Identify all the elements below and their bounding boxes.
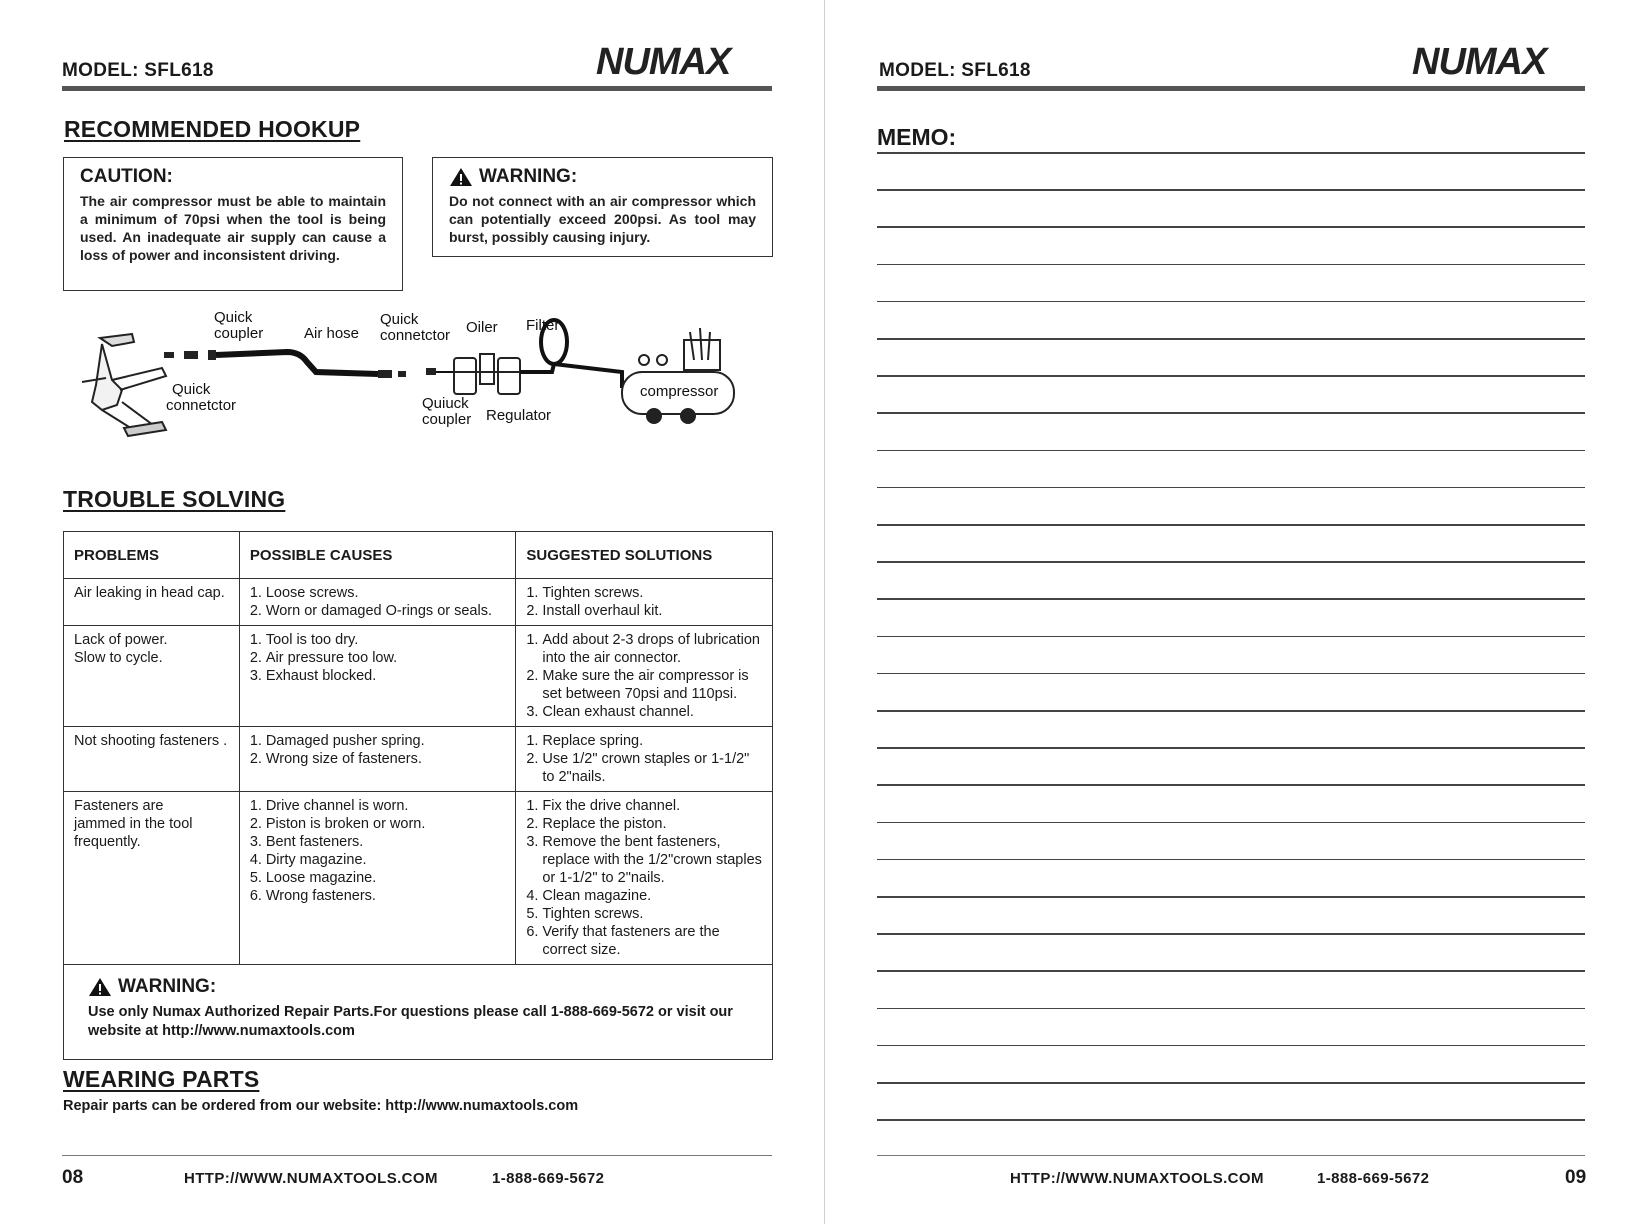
list-item-text: Air pressure too low. xyxy=(265,650,398,666)
list-item-number: 4. xyxy=(249,852,262,868)
repair-warning-cell xyxy=(64,965,773,1060)
page-number: 08 xyxy=(62,1167,84,1188)
trouble-table xyxy=(63,531,773,1060)
list-item-text: Tighten screws. xyxy=(542,585,644,601)
list-item-number: 6. xyxy=(249,888,262,904)
memo-line xyxy=(877,822,1585,824)
svg-text:coupler: coupler xyxy=(214,325,264,342)
list-item-text: Clean exhaust channel. xyxy=(542,704,694,720)
table-row xyxy=(64,579,773,626)
footer-phone: 1-888-669-5672 xyxy=(1317,1170,1430,1187)
list-item-number: 2. xyxy=(249,751,262,767)
footer-url: HTTP://WWW.NUMAXTOOLS.COM xyxy=(1010,1170,1264,1187)
memo-line xyxy=(877,450,1585,452)
svg-text:Oiler: Oiler xyxy=(466,319,498,336)
list-item-text: Use 1/2" crown staples or 1-1/2" to 2"nails. xyxy=(542,751,750,785)
svg-text:Filter: Filter xyxy=(526,317,560,334)
logo-text: NUMAX xyxy=(1412,42,1547,82)
list-item xyxy=(250,750,506,768)
list-item-number: 2. xyxy=(526,603,539,619)
list-item-text: Dirty magazine. xyxy=(265,852,367,868)
table-row xyxy=(64,727,773,792)
list-item xyxy=(526,631,762,667)
air-hose-line xyxy=(216,352,378,374)
footer-rule xyxy=(62,1155,772,1156)
list-item-text: Loose screws. xyxy=(265,585,359,601)
list-item-number: 5. xyxy=(249,870,262,886)
problem-cell xyxy=(64,626,240,727)
memo-line xyxy=(877,1045,1585,1047)
list-item xyxy=(250,851,506,869)
list-item-number: 5. xyxy=(526,906,539,922)
svg-text:connetctor: connetctor xyxy=(380,327,451,344)
list-item-number: 1. xyxy=(249,798,262,814)
list-item xyxy=(250,797,506,815)
problem-cell xyxy=(64,579,240,626)
list-item-text: Tighten screws. xyxy=(542,906,644,922)
list-item xyxy=(526,923,762,959)
problem-text: Slow to cycle. xyxy=(74,650,163,666)
page-number: 09 xyxy=(1565,1167,1587,1188)
hookup-diagram xyxy=(62,310,780,450)
list-item-number: 3. xyxy=(526,834,539,850)
col-problems: PROBLEMS xyxy=(64,532,240,579)
svg-text:Regulator: Regulator xyxy=(486,407,552,424)
list-item xyxy=(250,649,506,667)
memo-line xyxy=(877,598,1585,600)
memo-line xyxy=(877,487,1585,489)
list-item xyxy=(526,667,762,703)
memo-line xyxy=(877,673,1585,675)
problem-cell xyxy=(64,727,240,792)
list-item-text: Make sure the air compressor is set between 70psi and 110psi. xyxy=(542,668,749,702)
memo-line xyxy=(877,710,1585,712)
list-item-text: Replace spring. xyxy=(542,733,644,749)
list-item-text: Piston is broken or worn. xyxy=(265,816,426,832)
memo-line xyxy=(877,561,1585,563)
list-item-text: Drive channel is worn. xyxy=(265,798,409,814)
list-item-number: 2. xyxy=(526,751,539,767)
list-item xyxy=(250,602,506,620)
list-item-number: 1. xyxy=(526,798,539,814)
list-item xyxy=(526,584,762,602)
list-item-number: 3. xyxy=(249,834,262,850)
problem-text: Not shooting fasteners . xyxy=(74,733,228,749)
solutions-cell xyxy=(516,579,773,626)
caution-text: The air compressor must be able to maintain a minimum of 70psi when the tool is being used. An inadequate air supply can cause a loss of power and inconsistent driving. xyxy=(80,193,386,263)
list-item-text: Exhaust blocked. xyxy=(265,668,377,684)
warning-triangle-icon xyxy=(449,167,473,187)
wearing-parts-title: WEARING PARTS xyxy=(63,1066,260,1092)
warning-triangle-icon xyxy=(88,977,112,997)
footer-url: HTTP://WWW.NUMAXTOOLS.COM xyxy=(184,1170,438,1187)
logo-text: NUMAX xyxy=(596,42,731,82)
memo-line xyxy=(877,152,1585,154)
list-item xyxy=(250,667,506,685)
list-item-text: Add about 2-3 drops of lubrication into the air connector. xyxy=(542,632,761,666)
memo-line xyxy=(877,301,1585,303)
warning-box xyxy=(432,157,773,257)
svg-text:connetctor: connetctor xyxy=(166,397,237,414)
list-item-number: 1. xyxy=(249,733,262,749)
svg-text:coupler: coupler xyxy=(422,411,472,428)
memo-line xyxy=(877,636,1585,638)
list-item-number: 2. xyxy=(526,816,539,832)
footer-phone: 1-888-669-5672 xyxy=(492,1170,605,1187)
nailer-illustration xyxy=(82,334,166,436)
list-item xyxy=(250,584,506,602)
causes-cell xyxy=(239,579,516,626)
problem-text: Fasteners are xyxy=(74,798,164,814)
svg-text:Quick: Quick xyxy=(214,310,253,326)
list-item xyxy=(526,815,762,833)
footer-rule xyxy=(877,1155,1585,1156)
warning-title: WARNING: xyxy=(479,166,578,187)
problem-text: Lack of power. xyxy=(74,632,168,648)
causes-cell xyxy=(239,626,516,727)
model-label: MODEL: SFL618 xyxy=(62,60,214,81)
col-solutions: SUGGESTED SOLUTIONS xyxy=(516,532,773,579)
memo-line xyxy=(877,226,1585,228)
list-item xyxy=(526,797,762,815)
svg-text:Air hose: Air hose xyxy=(304,325,360,342)
list-item-number: 1. xyxy=(526,733,539,749)
list-item xyxy=(250,869,506,887)
list-item-text: Tool is too dry. xyxy=(265,632,359,648)
memo-line xyxy=(877,970,1585,972)
causes-cell xyxy=(239,792,516,965)
frl-unit xyxy=(454,354,520,394)
quick-coupler-mark xyxy=(184,351,198,359)
memo-line xyxy=(877,375,1585,377)
caution-box xyxy=(63,157,403,291)
list-item xyxy=(250,732,506,750)
list-item-number: 3. xyxy=(526,704,539,720)
list-item-text: Fix the drive channel. xyxy=(542,798,681,814)
problem-text: frequently. xyxy=(74,834,141,850)
list-item-text: Wrong fasteners. xyxy=(265,888,376,904)
list-item-text: Worn or damaged O-rings or seals. xyxy=(265,603,492,619)
header-rule xyxy=(62,86,772,91)
list-item xyxy=(526,833,762,887)
memo-line xyxy=(877,189,1585,191)
list-item xyxy=(526,905,762,923)
list-item-number: 1. xyxy=(249,585,262,601)
memo-line xyxy=(877,1082,1585,1084)
causes-cell xyxy=(239,727,516,792)
list-item xyxy=(526,602,762,620)
memo-line xyxy=(877,933,1585,935)
list-item-text: Replace the piston. xyxy=(542,816,667,832)
memo-line xyxy=(877,859,1585,861)
memo-line xyxy=(877,338,1585,340)
solutions-cell xyxy=(516,792,773,965)
list-item-number: 2. xyxy=(526,668,539,684)
solutions-cell xyxy=(516,727,773,792)
table-row xyxy=(64,792,773,965)
warning-text: Do not connect with an air compressor which can potentially exceed 200psi. As tool may burst, possibly causing injury. xyxy=(449,193,756,245)
repair-warning-text: Use only Numax Authorized Repair Parts.For questions please call 1-888-669-5672 or visit our website at http://www.numaxtools.com xyxy=(88,1004,733,1039)
problem-cell xyxy=(64,792,240,965)
header-rule xyxy=(877,86,1585,91)
memo-line xyxy=(877,264,1585,266)
model-label: MODEL: SFL618 xyxy=(879,60,1031,81)
list-item xyxy=(250,833,506,851)
list-item-number: 2. xyxy=(249,816,262,832)
hookup-title: RECOMMENDED HOOKUP xyxy=(64,116,361,142)
list-item-number: 4. xyxy=(526,888,539,904)
svg-text:compressor: compressor xyxy=(640,383,719,400)
list-item xyxy=(526,887,762,905)
svg-text:Quiuck: Quiuck xyxy=(422,395,469,412)
col-causes: POSSIBLE CAUSES xyxy=(239,532,516,579)
list-item xyxy=(250,815,506,833)
trouble-title: TROUBLE SOLVING xyxy=(63,486,286,512)
problem-text: Air leaking in head cap. xyxy=(74,585,225,601)
repair-warning-title: WARNING: xyxy=(118,976,217,997)
list-item-number: 2. xyxy=(249,603,262,619)
list-item-number: 6. xyxy=(526,924,539,940)
compressor-illustration xyxy=(622,328,734,423)
list-item xyxy=(526,750,762,786)
list-item-number: 1. xyxy=(249,632,262,648)
svg-text:Quick: Quick xyxy=(172,381,211,398)
quick-connector-mark xyxy=(164,352,174,358)
memo-title: MEMO: xyxy=(877,124,957,150)
list-item xyxy=(526,732,762,750)
list-item-text: Loose magazine. xyxy=(265,870,377,886)
list-item-text: Bent fasteners. xyxy=(265,834,364,850)
wearing-parts-text: Repair parts can be ordered from our website: http://www.numaxtools.com xyxy=(63,1098,579,1114)
problem-text: jammed in the tool xyxy=(74,816,193,832)
table-row xyxy=(64,626,773,727)
list-item xyxy=(250,631,506,649)
memo-line xyxy=(877,524,1585,526)
memo-line xyxy=(877,896,1585,898)
memo-line xyxy=(877,784,1585,786)
list-item-text: Damaged pusher spring. xyxy=(265,733,425,749)
list-item-number: 1. xyxy=(526,632,539,648)
right-page xyxy=(825,0,1648,1224)
list-item-text: Remove the bent fasteners, replace with the 1/2"crown staples or 1-1/2" to 2"nails. xyxy=(542,834,762,886)
memo-line xyxy=(877,747,1585,749)
list-item-number: 3. xyxy=(249,668,262,684)
list-item-text: Clean magazine. xyxy=(542,888,652,904)
memo-line xyxy=(877,1008,1585,1010)
numax-logo xyxy=(596,42,766,82)
memo-line xyxy=(877,1119,1585,1121)
list-item-number: 1. xyxy=(526,585,539,601)
list-item-text: Install overhaul kit. xyxy=(542,603,663,619)
list-item-text: Verify that fasteners are the correct size. xyxy=(542,924,720,958)
numax-logo xyxy=(1412,42,1582,82)
memo-line xyxy=(877,412,1585,414)
list-item-text: Wrong size of fasteners. xyxy=(265,751,422,767)
list-item xyxy=(250,887,506,905)
table-header-row xyxy=(64,532,773,579)
caution-title: CAUTION: xyxy=(80,166,173,187)
list-item xyxy=(526,703,762,721)
list-item-number: 2. xyxy=(249,650,262,666)
svg-text:Quick: Quick xyxy=(380,311,419,328)
solutions-cell xyxy=(516,626,773,727)
